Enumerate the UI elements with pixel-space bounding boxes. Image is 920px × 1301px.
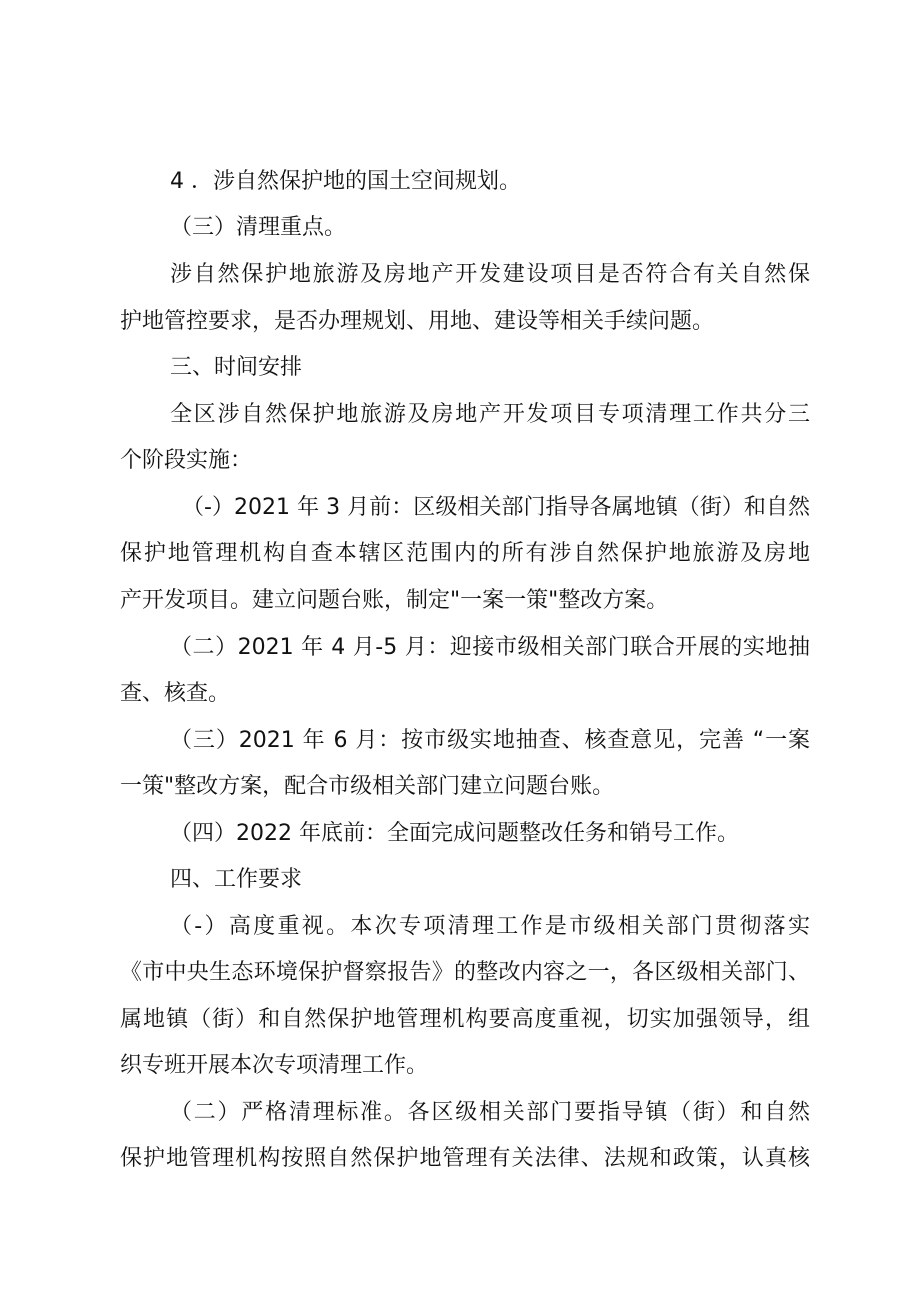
paragraph-line: 产开发项目。建立问题台账，制定"一案一策"整改方案。 [120, 588, 669, 613]
section-heading-work-requirements: 四、工作要求 [170, 867, 303, 892]
paragraph-line: （二）严格清理标准。各区级相关部门要指导镇（街）和自然 [170, 1100, 810, 1125]
paragraph-line: （三）2021 年 6 月：按市级实地抽查、核查意见，完善 “一案 [170, 728, 810, 753]
paragraph-line: 一策"整改方案，配合市级相关部门建立问题台账。 [120, 774, 615, 799]
paragraph-line: （-）2021 年 3 月前：区级相关部门指导各属地镇（街）和自然 [182, 495, 810, 520]
paragraph-line: （-）高度重视。本次专项清理工作是市级相关部门贯彻落实 [170, 914, 810, 939]
list-item-4: 4 ．涉自然保护地的国土空间规划。 [170, 169, 521, 194]
paragraph-line: 织专班开展本次专项清理工作。 [120, 1053, 429, 1078]
paragraph-line: 护地管控要求，是否办理规划、用地、建设等相关手续问题。 [120, 309, 715, 334]
section-heading-clearing-focus: （三）清理重点。 [170, 215, 347, 240]
paragraph-line: 查、核查。 [120, 681, 231, 706]
paragraph-line: 个阶段实施： [120, 448, 253, 473]
paragraph-line: 涉自然保护地旅游及房地产开发建设项目是否符合有关自然保 [170, 262, 810, 287]
paragraph-line: 保护地管理机构自查本辖区范围内的所有涉自然保护地旅游及房地 [120, 541, 810, 566]
paragraph-line: 《市中央生态环境保护督察报告》的整改内容之一，各区级相关部门、 [120, 960, 810, 985]
paragraph-line: 全区涉自然保护地旅游及房地产开发项目专项清理工作共分三 [170, 402, 810, 427]
paragraph-line: 属地镇（街）和自然保护地管理机构要高度重视，切实加强领导，组 [120, 1007, 810, 1032]
paragraph-line: 保护地管理机构按照自然保护地管理有关法律、法规和政策，认真核 [120, 1146, 810, 1171]
section-heading-schedule: 三、时间安排 [170, 355, 303, 380]
paragraph-line: （二）2021 年 4 月-5 月：迎接市级相关部门联合开展的实地抽 [170, 635, 810, 660]
paragraph-line: （四）2022 年底前：全面完成问题整改任务和销号工作。 [170, 821, 739, 846]
